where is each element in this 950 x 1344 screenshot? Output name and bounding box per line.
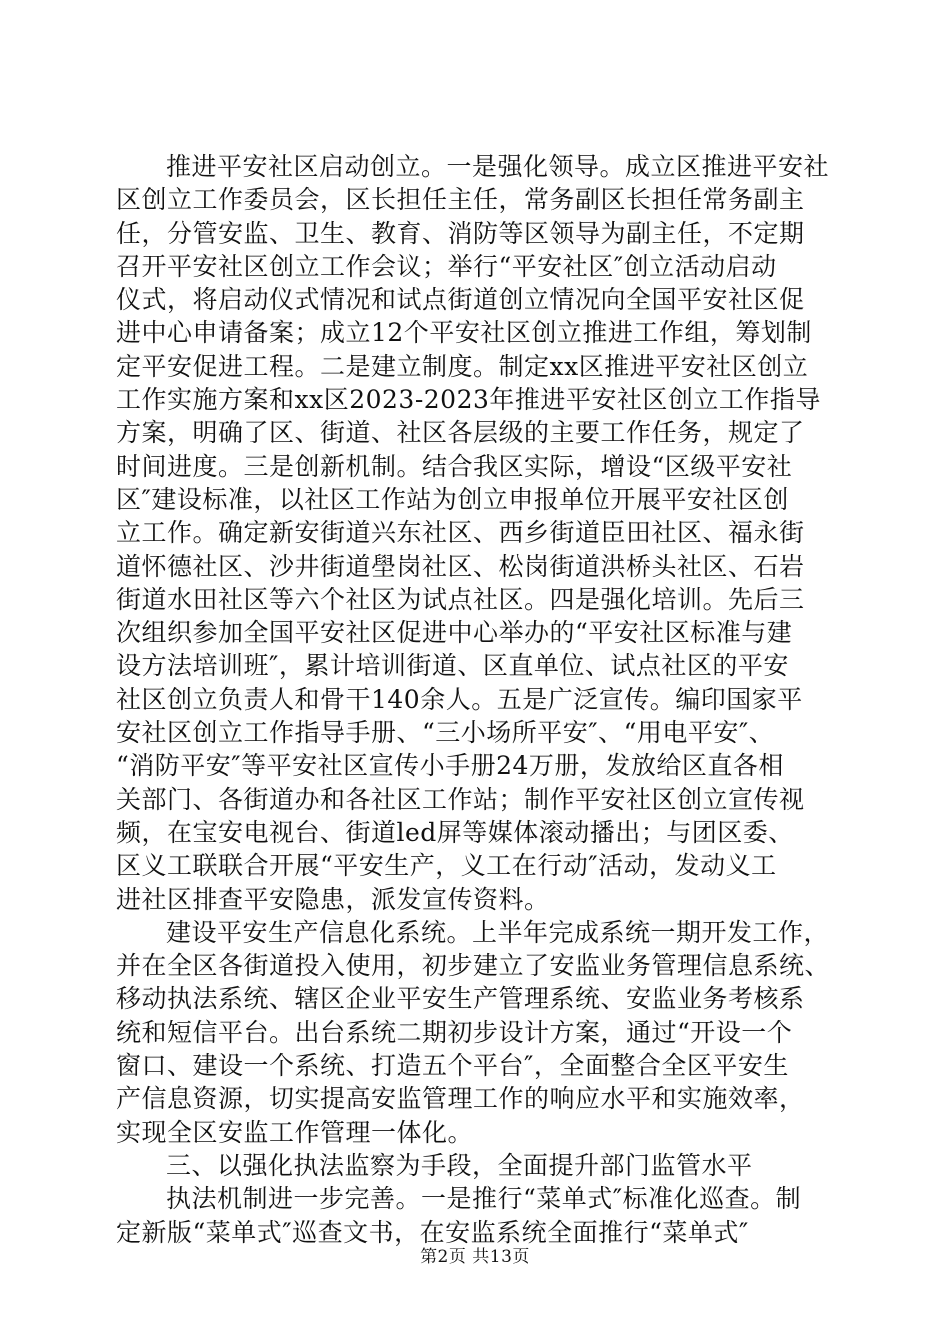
paragraph-line: 区义工联联合开展“平安生产，义工在行动″活动，发动义工 xyxy=(116,851,777,881)
paragraph-line: 道怀德社区、沙井街道壆岗社区、松岗街道洪桥头社区、石岩 xyxy=(116,551,805,581)
paragraph-line: 区″建设标准，以社区工作站为创立申报单位开展平安社区创 xyxy=(116,484,789,514)
paragraph-line: 进中心申请备案；成立12个平安社区创立推进工作组，筹划制 xyxy=(116,318,812,348)
paragraph-line: 关部门、各街道办和各社区工作站；制作平安社区创立宣传视 xyxy=(116,784,805,814)
paragraph-line: 并在全区各街道投入使用，初步建立了安监业务管理信息系统、 xyxy=(116,951,831,981)
paragraph-line: 安社区创立工作指导手册、“三小场所平安″、“用电平安″、 xyxy=(116,718,775,748)
paragraph-line: 定新版“菜单式″巡查文书，在安监系统全面推行“菜单式″ xyxy=(116,1217,749,1247)
section-heading: 三、以强化执法监察为手段，全面提升部门监管水平 xyxy=(166,1150,753,1180)
paragraph-line: 街道水田社区等六个社区为试点社区。四是强化培训。先后三 xyxy=(116,584,805,614)
paragraph-line: 窗口、建设一个系统、打造五个平台″，全面整合全区平安生 xyxy=(116,1051,789,1081)
paragraph-line: 区创立工作委员会，区长担任主任，常务副区长担任常务副主 xyxy=(116,185,805,215)
paragraph-line: 统和短信平台。出台系统二期初步设计方案，通过“开设一个 xyxy=(116,1017,793,1047)
paragraph-line: 定平安促进工程。二是建立制度。制定xx区推进平安社区创立 xyxy=(116,351,809,381)
paragraph-line: 工作实施方案和xx区2023-2023年推进平安社区创立工作指导 xyxy=(116,385,821,415)
paragraph-line: 方案，明确了区、街道、社区各层级的主要工作任务，规定了 xyxy=(116,418,805,448)
paragraph-line: 产信息资源，切实提高安监管理工作的响应水平和实施效率， xyxy=(116,1084,805,1114)
paragraph-line: 执法机制进一步完善。一是推行“菜单式″标准化巡查。制 xyxy=(166,1184,802,1214)
paragraph-line: 时间进度。三是创新机制。结合我区实际，增设“区级平安社 xyxy=(116,451,793,481)
paragraph-line: 移动执法系统、辖区企业平安生产管理系统、安监业务考核系 xyxy=(116,984,805,1014)
paragraph-line: 设方法培训班″，累计培训街道、区直单位、试点社区的平安 xyxy=(116,651,789,681)
paragraph-line: “消防平安″等平安社区宣传小手册24万册，发放给区直各相 xyxy=(116,751,784,781)
page-number-footer: 第2页 共13页 xyxy=(420,1247,530,1267)
paragraph-line: 次组织参加全国平安社区促进中心举办的“平安社区标准与建 xyxy=(116,618,793,648)
paragraph-line: 建设平安生产信息化系统。上半年完成系统一期开发工作， xyxy=(166,917,830,947)
paragraph-line: 任，分管安监、卫生、教育、消防等区领导为副主任，不定期 xyxy=(116,218,805,248)
paragraph-line: 立工作。确定新安街道兴东社区、西乡街道臣田社区、福永街 xyxy=(116,518,805,548)
paragraph-line: 频，在宝安电视台、街道led屏等媒体滚动播出；与团区委、 xyxy=(116,817,794,847)
paragraph-line: 实现全区安监工作管理一体化。 xyxy=(116,1117,474,1147)
paragraph-line: 召开平安社区创立工作会议；举行“平安社区″创立活动启动 xyxy=(116,251,777,281)
paragraph-line: 进社区排查平安隐患，派发宣传资料。 xyxy=(116,884,550,914)
paragraph-line: 社区创立负责人和骨干140余人。五是广泛宣传。编印国家平 xyxy=(116,684,803,714)
paragraph-line: 推进平安社区启动创立。一是强化领导。成立区推进平安社 xyxy=(166,152,830,181)
document-body xyxy=(116,150,831,1249)
paragraph-line: 仪式，将启动仪式情况和试点街道创立情况向全国平安社区促 xyxy=(116,285,805,315)
